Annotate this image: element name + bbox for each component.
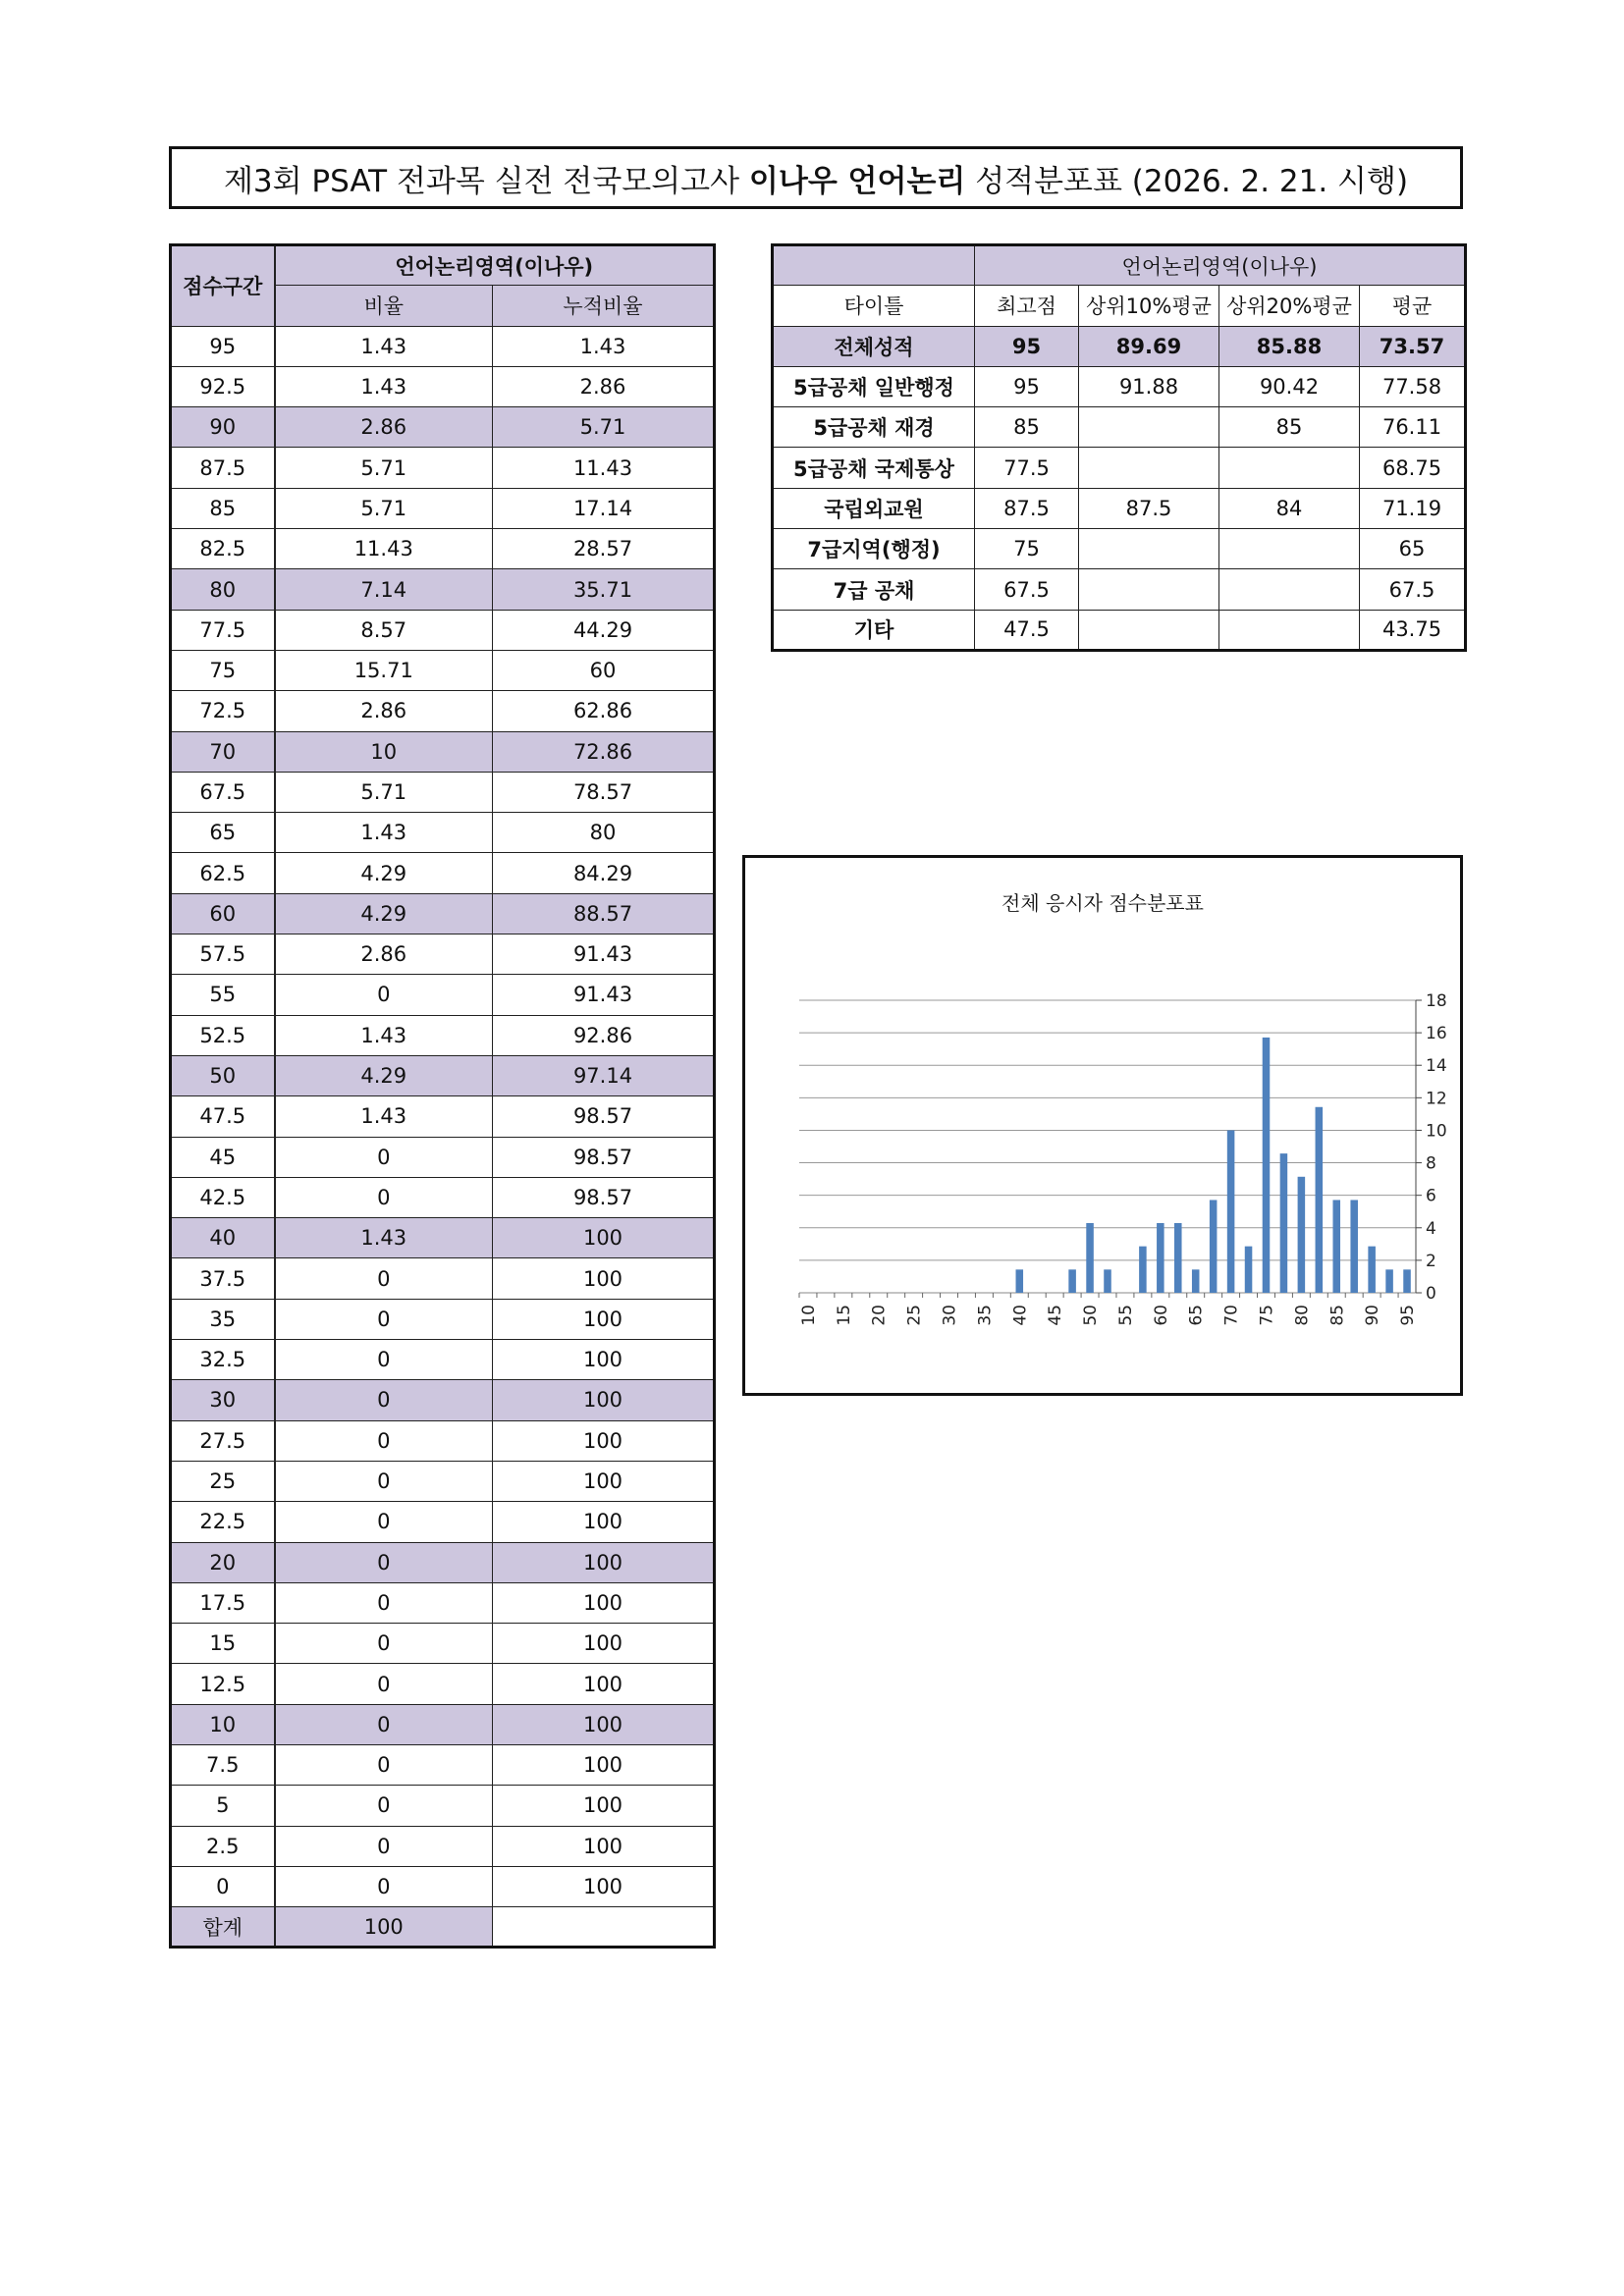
table-row	[171, 1582, 715, 1623]
ratio-cell: 4.29	[275, 893, 493, 934]
stats-label-cell: 기타	[773, 610, 975, 650]
cum-ratio-cell: 100	[493, 1582, 715, 1623]
x-tick-label: 10	[798, 1305, 819, 1326]
bar	[1210, 1200, 1218, 1293]
total-label: 합계	[171, 1907, 275, 1948]
score-cell: 37.5	[171, 1258, 275, 1299]
table-row	[171, 1218, 715, 1258]
ratio-cell: 1.43	[275, 1218, 493, 1258]
score-cell: 17.5	[171, 1582, 275, 1623]
ratio-cell: 2.86	[275, 407, 493, 448]
stats-label-cell: 5급공채 일반행정	[773, 366, 975, 406]
table-row	[171, 813, 715, 853]
stats-max-cell: 95	[975, 366, 1079, 406]
stats-label-cell: 국립외교원	[773, 488, 975, 528]
table-row	[171, 1299, 715, 1339]
table-row	[171, 1258, 715, 1299]
y-tick-label: 2	[1426, 1251, 1436, 1271]
ratio-cell: 11.43	[275, 529, 493, 569]
ratio-cell: 0	[275, 1299, 493, 1339]
stats-row	[773, 610, 1466, 650]
ratio-cell: 1.43	[275, 1015, 493, 1055]
cum-ratio-cell: 100	[493, 1299, 715, 1339]
total-value: 100	[275, 1907, 493, 1948]
ratio-cell: 5.71	[275, 488, 493, 528]
cum-ratio-cell: 100	[493, 1786, 715, 1826]
y-tick-label: 4	[1426, 1218, 1436, 1239]
table-row	[171, 488, 715, 528]
stats-label-cell: 5급공채 재경	[773, 407, 975, 448]
bar	[1174, 1223, 1182, 1293]
score-cell: 70	[171, 731, 275, 772]
cum-ratio-cell: 100	[493, 1258, 715, 1299]
score-cell: 5	[171, 1786, 275, 1826]
ratio-cell: 10	[275, 731, 493, 772]
bar	[1139, 1247, 1147, 1293]
bar	[1263, 1038, 1271, 1293]
score-histogram-chart	[742, 855, 1463, 1396]
cum-ratio-cell: 2.86	[493, 366, 715, 406]
stats-top20-cell	[1219, 529, 1360, 569]
score-cell: 55	[171, 975, 275, 1015]
title-post: 성적분포표 (2026. 2. 21. 시행)	[965, 163, 1409, 199]
ratio-cell: 0	[275, 1340, 493, 1380]
stats-top20-cell	[1219, 569, 1360, 610]
score-cell: 50	[171, 1055, 275, 1095]
table-row	[171, 1664, 715, 1704]
y-tick-label: 8	[1426, 1153, 1436, 1174]
stats-max-cell: 77.5	[975, 448, 1079, 488]
bar	[1280, 1153, 1288, 1293]
cum-ratio-cell: 100	[493, 1340, 715, 1380]
score-cell: 20	[171, 1542, 275, 1582]
x-tick-label: 30	[940, 1305, 960, 1326]
y-tick-label: 10	[1426, 1121, 1447, 1142]
table-row	[171, 1461, 715, 1501]
x-tick-label: 45	[1046, 1305, 1066, 1326]
table-row	[171, 893, 715, 934]
ratio-cell: 5.71	[275, 772, 493, 812]
ratio-cell: 0	[275, 975, 493, 1015]
bar	[1385, 1269, 1393, 1293]
stats-top20-cell: 84	[1219, 488, 1360, 528]
table-row	[171, 772, 715, 812]
cum-ratio-cell: 1.43	[493, 326, 715, 366]
page-title	[169, 146, 1463, 209]
cum-ratio-cell: 91.43	[493, 934, 715, 975]
stats-avg-cell: 77.58	[1360, 366, 1466, 406]
cum-ratio-cell: 78.57	[493, 772, 715, 812]
ratio-cell: 1.43	[275, 1096, 493, 1137]
cum-ratio-cell: 17.14	[493, 488, 715, 528]
score-cell: 35	[171, 1299, 275, 1339]
stats-header-top20: 상위20%평균	[1219, 286, 1360, 326]
stats-avg-cell: 68.75	[1360, 448, 1466, 488]
cum-ratio-cell: 72.86	[493, 731, 715, 772]
ratio-cell: 0	[275, 1177, 493, 1217]
stats-row	[773, 366, 1466, 406]
cum-ratio-cell: 35.71	[493, 569, 715, 610]
ratio-cell: 0	[275, 1826, 493, 1866]
stats-max-cell: 47.5	[975, 610, 1079, 650]
cum-ratio-cell: 92.86	[493, 1015, 715, 1055]
table-row	[171, 326, 715, 366]
x-tick-label: 60	[1151, 1305, 1171, 1326]
score-cell: 92.5	[171, 366, 275, 406]
col-cum-header: 누적비율	[493, 286, 715, 326]
bar	[1227, 1130, 1235, 1293]
stats-avg-cell: 65	[1360, 529, 1466, 569]
ratio-cell: 0	[275, 1786, 493, 1826]
title-pre: 제3회 PSAT 전과목 실전 전국모의고사	[223, 163, 749, 199]
total-row	[171, 1907, 715, 1948]
x-tick-label: 90	[1363, 1305, 1383, 1326]
col-group-header: 언어논리영역(이나우)	[275, 245, 715, 286]
stats-row	[773, 448, 1466, 488]
stats-header-avg: 평균	[1360, 286, 1466, 326]
cum-ratio-cell: 98.57	[493, 1096, 715, 1137]
score-distribution-table	[169, 243, 716, 1949]
y-tick-label: 18	[1426, 991, 1447, 1011]
score-cell: 52.5	[171, 1015, 275, 1055]
table-row	[171, 366, 715, 406]
stats-top10-cell: 89.69	[1079, 326, 1219, 366]
ratio-cell: 0	[275, 1258, 493, 1299]
stats-max-cell: 85	[975, 407, 1079, 448]
cum-ratio-cell: 100	[493, 1704, 715, 1744]
table-row	[171, 731, 715, 772]
stats-top20-cell	[1219, 448, 1360, 488]
score-cell: 7.5	[171, 1744, 275, 1785]
table-row	[171, 1542, 715, 1582]
score-cell: 25	[171, 1461, 275, 1501]
bar	[1016, 1269, 1024, 1293]
x-tick-label: 50	[1081, 1305, 1102, 1326]
bar	[1157, 1223, 1164, 1293]
ratio-cell: 0	[275, 1542, 493, 1582]
stats-label-cell: 7급 공채	[773, 569, 975, 610]
stats-row	[773, 407, 1466, 448]
cum-ratio-cell: 11.43	[493, 448, 715, 488]
table-row	[171, 1502, 715, 1542]
table-row	[171, 569, 715, 610]
score-cell: 40	[171, 1218, 275, 1258]
stats-label-cell: 7급지역(행정)	[773, 529, 975, 569]
score-cell: 10	[171, 1704, 275, 1744]
stats-top10-cell: 87.5	[1079, 488, 1219, 528]
ratio-cell: 15.71	[275, 650, 493, 690]
ratio-cell: 2.86	[275, 691, 493, 731]
stats-top10-cell	[1079, 569, 1219, 610]
cum-ratio-cell: 91.43	[493, 975, 715, 1015]
stats-avg-cell: 76.11	[1360, 407, 1466, 448]
table-row	[171, 1015, 715, 1055]
ratio-cell: 0	[275, 1380, 493, 1420]
table-row	[171, 1096, 715, 1137]
x-tick-label: 15	[834, 1305, 854, 1326]
stats-max-cell: 67.5	[975, 569, 1079, 610]
y-tick-label: 6	[1426, 1186, 1436, 1206]
cum-ratio-cell: 100	[493, 1461, 715, 1501]
table-row	[171, 1624, 715, 1664]
table-row	[171, 1866, 715, 1906]
stats-row	[773, 326, 1466, 366]
table-row	[171, 1177, 715, 1217]
table-row	[171, 407, 715, 448]
bar	[1403, 1269, 1411, 1293]
stats-avg-cell: 67.5	[1360, 569, 1466, 610]
cum-ratio-cell: 100	[493, 1420, 715, 1461]
stats-max-cell: 95	[975, 326, 1079, 366]
ratio-cell: 0	[275, 1744, 493, 1785]
cum-ratio-cell: 97.14	[493, 1055, 715, 1095]
stats-avg-cell: 43.75	[1360, 610, 1466, 650]
ratio-cell: 1.43	[275, 813, 493, 853]
ratio-cell: 0	[275, 1704, 493, 1744]
table-row	[171, 934, 715, 975]
table-row	[171, 1420, 715, 1461]
x-tick-label: 70	[1221, 1305, 1242, 1326]
cum-ratio-cell: 62.86	[493, 691, 715, 731]
table-row	[171, 1704, 715, 1744]
score-cell: 15	[171, 1624, 275, 1664]
stats-avg-cell: 71.19	[1360, 488, 1466, 528]
stats-top10-cell: 91.88	[1079, 366, 1219, 406]
bar	[1245, 1247, 1253, 1293]
stats-top20-cell: 90.42	[1219, 366, 1360, 406]
x-tick-label: 25	[904, 1305, 925, 1326]
score-cell: 0	[171, 1866, 275, 1906]
score-cell: 60	[171, 893, 275, 934]
cum-ratio-cell: 100	[493, 1542, 715, 1582]
ratio-cell: 0	[275, 1461, 493, 1501]
ratio-cell: 0	[275, 1866, 493, 1906]
ratio-cell: 5.71	[275, 448, 493, 488]
stats-group-header: 언어논리영역(이나우)	[975, 245, 1466, 286]
score-cell: 22.5	[171, 1502, 275, 1542]
score-cell: 32.5	[171, 1340, 275, 1380]
score-cell: 67.5	[171, 772, 275, 812]
table-row	[171, 853, 715, 893]
ratio-cell: 0	[275, 1502, 493, 1542]
ratio-cell: 0	[275, 1664, 493, 1704]
chart-title: 전체 응시자 점수분포표	[1001, 891, 1204, 915]
x-tick-label: 80	[1292, 1305, 1313, 1326]
ratio-cell: 0	[275, 1420, 493, 1461]
table-row	[171, 1744, 715, 1785]
stats-top10-cell	[1079, 610, 1219, 650]
score-cell: 27.5	[171, 1420, 275, 1461]
score-cell: 87.5	[171, 448, 275, 488]
table-row	[171, 529, 715, 569]
ratio-cell: 0	[275, 1624, 493, 1664]
bar	[1104, 1269, 1111, 1293]
table-row	[171, 1786, 715, 1826]
stats-top20-cell: 85.88	[1219, 326, 1360, 366]
stats-top10-cell	[1079, 529, 1219, 569]
cum-ratio-cell: 98.57	[493, 1177, 715, 1217]
table-row	[171, 650, 715, 690]
table-row	[171, 1055, 715, 1095]
ratio-cell: 7.14	[275, 569, 493, 610]
score-cell: 42.5	[171, 1177, 275, 1217]
table-row	[171, 1826, 715, 1866]
table-row	[171, 448, 715, 488]
stats-max-cell: 75	[975, 529, 1079, 569]
stats-header-title: 타이틀	[773, 286, 975, 326]
score-cell: 65	[171, 813, 275, 853]
stats-avg-cell: 73.57	[1360, 326, 1466, 366]
x-tick-label: 65	[1186, 1305, 1207, 1326]
bar	[1192, 1269, 1200, 1293]
cum-ratio-cell: 100	[493, 1744, 715, 1785]
y-tick-label: 16	[1426, 1024, 1447, 1044]
cum-ratio-cell: 98.57	[493, 1137, 715, 1177]
score-cell: 85	[171, 488, 275, 528]
cum-ratio-cell: 100	[493, 1624, 715, 1664]
x-tick-label: 85	[1327, 1305, 1348, 1326]
y-tick-label: 0	[1426, 1284, 1436, 1304]
table-row	[171, 975, 715, 1015]
stats-label-cell: 전체성적	[773, 326, 975, 366]
stats-row	[773, 529, 1466, 569]
summary-stats-table	[771, 243, 1467, 652]
table-row	[171, 1137, 715, 1177]
col-score-header: 점수구간	[171, 245, 275, 327]
cum-ratio-cell: 44.29	[493, 610, 715, 650]
ratio-cell: 8.57	[275, 610, 493, 650]
score-cell: 82.5	[171, 529, 275, 569]
ratio-cell: 4.29	[275, 853, 493, 893]
bar	[1298, 1177, 1306, 1293]
table-row	[171, 610, 715, 650]
bar	[1368, 1247, 1376, 1293]
col-ratio-header: 비율	[275, 286, 493, 326]
title-bold: 이나우 언어논리	[748, 163, 966, 199]
table-row	[171, 691, 715, 731]
stats-corner	[773, 245, 975, 286]
bar	[1316, 1107, 1324, 1293]
score-cell: 72.5	[171, 691, 275, 731]
score-cell: 30	[171, 1380, 275, 1420]
score-cell: 77.5	[171, 610, 275, 650]
bar	[1350, 1200, 1358, 1293]
x-tick-label: 55	[1115, 1305, 1136, 1326]
cum-ratio-cell: 28.57	[493, 529, 715, 569]
cum-ratio-cell: 88.57	[493, 893, 715, 934]
cum-ratio-cell: 100	[493, 1866, 715, 1906]
x-tick-label: 35	[975, 1305, 996, 1326]
cum-ratio-cell: 84.29	[493, 853, 715, 893]
ratio-cell: 2.86	[275, 934, 493, 975]
score-cell: 12.5	[171, 1664, 275, 1704]
chart-canvas	[745, 858, 1466, 1399]
x-tick-label: 20	[869, 1305, 890, 1326]
score-cell: 95	[171, 326, 275, 366]
cum-ratio-cell: 80	[493, 813, 715, 853]
score-cell: 90	[171, 407, 275, 448]
cum-ratio-cell: 100	[493, 1826, 715, 1866]
stats-row	[773, 569, 1466, 610]
bar	[1332, 1200, 1340, 1293]
score-cell: 45	[171, 1137, 275, 1177]
cum-ratio-cell: 100	[493, 1218, 715, 1258]
score-cell: 62.5	[171, 853, 275, 893]
ratio-cell: 1.43	[275, 326, 493, 366]
total-empty	[493, 1907, 715, 1948]
score-cell: 2.5	[171, 1826, 275, 1866]
ratio-cell: 0	[275, 1137, 493, 1177]
stats-row	[773, 488, 1466, 528]
cum-ratio-cell: 5.71	[493, 407, 715, 448]
stats-top10-cell	[1079, 407, 1219, 448]
cum-ratio-cell: 100	[493, 1664, 715, 1704]
stats-header-max: 최고점	[975, 286, 1079, 326]
y-tick-label: 12	[1426, 1089, 1447, 1109]
x-tick-label: 95	[1398, 1305, 1419, 1326]
stats-header-top10: 상위10%평균	[1079, 286, 1219, 326]
table-row	[171, 1340, 715, 1380]
ratio-cell: 4.29	[275, 1055, 493, 1095]
bar	[1068, 1269, 1076, 1293]
table-row	[171, 1380, 715, 1420]
y-tick-label: 14	[1426, 1056, 1447, 1077]
score-cell: 80	[171, 569, 275, 610]
stats-label-cell: 5급공채 국제통상	[773, 448, 975, 488]
ratio-cell: 1.43	[275, 366, 493, 406]
stats-top20-cell: 85	[1219, 407, 1360, 448]
x-tick-label: 40	[1010, 1305, 1031, 1326]
score-cell: 57.5	[171, 934, 275, 975]
stats-max-cell: 87.5	[975, 488, 1079, 528]
score-cell: 47.5	[171, 1096, 275, 1137]
score-cell: 75	[171, 650, 275, 690]
stats-top10-cell	[1079, 448, 1219, 488]
stats-top20-cell	[1219, 610, 1360, 650]
cum-ratio-cell: 60	[493, 650, 715, 690]
cum-ratio-cell: 100	[493, 1380, 715, 1420]
x-tick-label: 75	[1257, 1305, 1277, 1326]
cum-ratio-cell: 100	[493, 1502, 715, 1542]
bar	[1086, 1223, 1094, 1293]
ratio-cell: 0	[275, 1582, 493, 1623]
